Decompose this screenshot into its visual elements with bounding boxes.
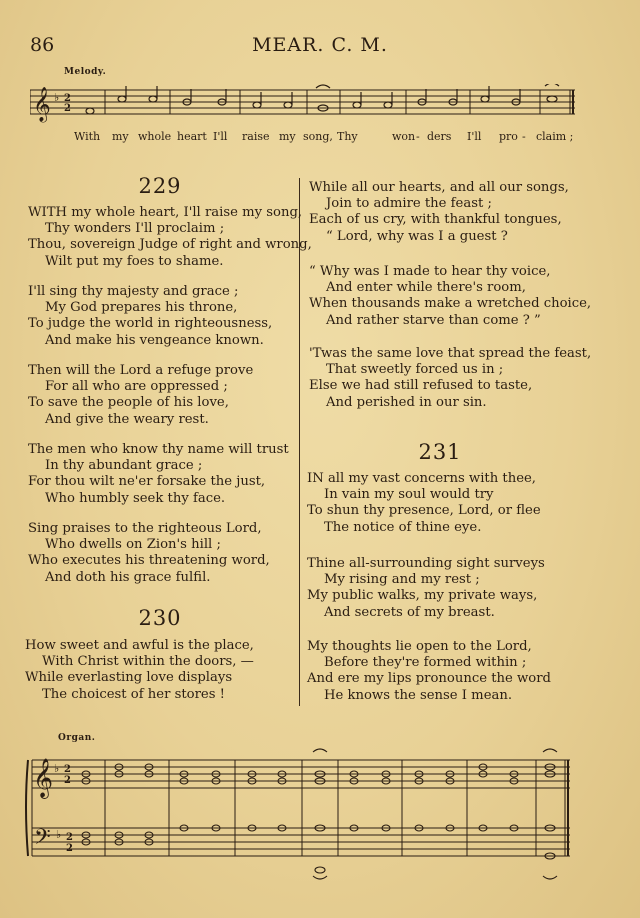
verse-line: To judge the world in righteousness,	[28, 316, 273, 332]
page-number: 86	[30, 34, 55, 56]
lyric-syllable: With	[74, 130, 101, 143]
lyric-syllable: I'll	[467, 130, 482, 143]
lyric-syllable: Thy	[337, 130, 358, 143]
verse-line: Else we had still refused to taste,	[309, 378, 533, 394]
svg-text:♭: ♭	[54, 91, 60, 104]
verse-line: And rather starve than come ? ”	[326, 312, 541, 328]
verse-line: Who humbly seek thy face.	[45, 490, 226, 506]
verse-line: WITH my whole heart, I'll raise my song,	[28, 205, 303, 220]
lyric-syllable: ders	[427, 130, 452, 143]
hymn-230-stanza-3	[309, 264, 591, 329]
organ-label: Organ.	[58, 733, 96, 743]
verse-line: My thoughts lie open to the Lord,	[307, 639, 532, 654]
verse-line: Who executes his threatening word,	[28, 553, 270, 569]
verse-line: Before they're formed within ;	[324, 655, 527, 671]
lyric-syllable: my	[279, 130, 296, 143]
svg-text:𝄞: 𝄞	[33, 758, 54, 798]
verse-line: The men who know thy name will trust	[28, 442, 289, 457]
verse-line: Each of us cry, with thankful tongues,	[309, 212, 562, 228]
svg-text:2: 2	[64, 93, 71, 104]
svg-text:𝄞: 𝄞	[33, 87, 51, 122]
lyric-syllable: claim ;	[536, 130, 574, 143]
verse-line: The choicest of her stores !	[42, 686, 225, 702]
hymn-230-stanza-1	[25, 638, 254, 703]
hymn-number-229: 229	[138, 174, 182, 198]
lyric-syllable: I'll	[213, 130, 228, 143]
verse-line: And perished in our sin.	[326, 394, 487, 410]
verse-line: Thou, sovereign Judge of right and wrong,	[28, 237, 312, 253]
hymn-229-stanza-1	[28, 205, 312, 270]
verse-line: And doth his grace fulfil.	[45, 569, 211, 585]
hymn-230-stanza-2	[309, 180, 569, 245]
hymn-number-231: 231	[418, 440, 462, 464]
svg-text:2: 2	[64, 775, 71, 786]
verse-line: When thousands make a wretched choice,	[309, 296, 592, 312]
svg-text:2: 2	[66, 843, 73, 854]
melody-staff	[30, 84, 580, 124]
verse-line: “ Why was I made to hear thy voice,	[309, 264, 551, 279]
hymn-231-stanza-2	[307, 556, 545, 621]
verse-line: And give the weary rest.	[45, 411, 209, 427]
verse-line: I'll sing thy majesty and grace ;	[28, 284, 239, 299]
verse-line: Thine all-surrounding sight surveys	[307, 556, 545, 571]
lyric-syllable: -	[522, 130, 526, 143]
verse-line: 'Twas the same love that spread the feast,	[309, 346, 592, 361]
melody-lyrics	[60, 130, 580, 146]
hymn-229-stanza-4	[28, 442, 289, 507]
verse-line: With Christ within the doors, —	[42, 654, 254, 670]
hymn-229-stanza-5	[28, 521, 270, 586]
verse-line: The notice of thine eye.	[324, 519, 482, 535]
verse-line: My public walks, my private ways,	[307, 588, 538, 604]
verse-line: Join to admire the feast ;	[326, 196, 492, 212]
verse-line: While everlasting love displays	[25, 670, 233, 686]
verse-line: In vain my soul would try	[324, 487, 494, 503]
verse-line: How sweet and awful is the place,	[25, 638, 254, 653]
organ-score	[24, 746, 580, 886]
svg-text:♭: ♭	[56, 828, 62, 841]
verse-line: IN all my vast concerns with thee,	[307, 471, 536, 486]
verse-line: While all our hearts, and all our songs,	[309, 180, 569, 195]
hymn-230-stanza-4	[309, 346, 591, 411]
hymn-231-stanza-3	[307, 639, 551, 704]
verse-line: That sweetly forced us in ;	[326, 362, 504, 378]
verse-line: “ Lord, why was I a guest ?	[326, 228, 508, 244]
svg-text:𝄢: 𝄢	[34, 825, 51, 855]
lyric-syllable: won	[392, 130, 416, 143]
verse-line: He knows the sense I mean.	[324, 687, 513, 703]
verse-line: In thy abundant grace ;	[45, 458, 203, 474]
lyric-syllable: heart	[177, 130, 207, 143]
verse-line: And ere my lips pronounce the word	[307, 671, 551, 687]
verse-line: For all who are oppressed ;	[45, 379, 228, 395]
melody-label: Melody.	[64, 67, 107, 77]
verse-line: For thou wilt ne'er forsake the just,	[28, 474, 266, 490]
lyric-syllable: raise	[242, 130, 270, 143]
verse-line: Thy wonders I'll proclaim ;	[45, 221, 225, 237]
verse-line: And enter while there's room,	[326, 280, 526, 296]
verse-line: And make his vengeance known.	[45, 332, 264, 348]
verse-line: And secrets of my breast.	[324, 604, 495, 620]
verse-line: Then will the Lord a refuge prove	[28, 363, 254, 378]
svg-text:2: 2	[66, 832, 73, 843]
lyric-syllable: -	[416, 130, 420, 143]
hymn-229-stanza-3	[28, 363, 253, 428]
verse-line: My God prepares his throne,	[45, 300, 238, 316]
verse-line: Wilt put my foes to shame.	[45, 253, 224, 269]
svg-text:♭: ♭	[54, 762, 60, 775]
verse-line: My rising and my rest ;	[324, 572, 480, 588]
verse-line: Sing praises to the righteous Lord,	[28, 521, 262, 536]
tune-title: MEAR. C. M.	[252, 34, 388, 56]
lyric-syllable: song,	[303, 130, 333, 143]
verse-line: To shun thy presence, Lord, or flee	[307, 503, 541, 519]
hymn-231-stanza-1	[307, 471, 541, 536]
hymn-229-stanza-2	[28, 284, 272, 349]
lyric-syllable: pro	[499, 130, 518, 143]
svg-text:2: 2	[64, 764, 71, 775]
lyric-syllable: whole	[138, 130, 172, 143]
verse-line: To save the people of his love,	[28, 395, 229, 411]
lyric-syllable: my	[112, 130, 129, 143]
hymn-number-230: 230	[138, 606, 182, 630]
svg-text:2: 2	[64, 103, 71, 114]
verse-line: Who dwells on Zion's hill ;	[45, 537, 221, 553]
